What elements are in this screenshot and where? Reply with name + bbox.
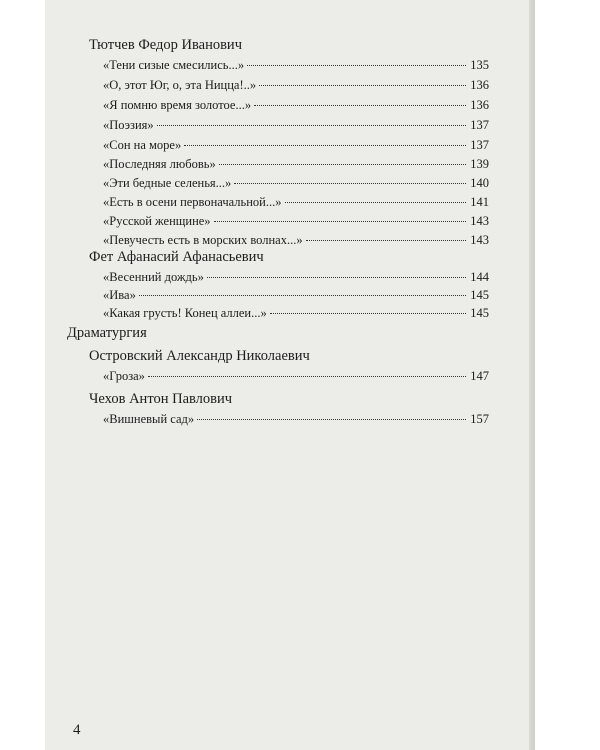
toc-entry (103, 136, 489, 154)
author-heading: Островский Александр Николаевич (89, 348, 310, 364)
dot-leader (247, 65, 466, 66)
entry-title: «Поэзия» (103, 118, 154, 132)
entry-title: «Русской женщине» (103, 214, 211, 228)
entry-title: «Вишневый сад» (103, 412, 195, 426)
author-heading: Чехов Антон Павлович (89, 391, 233, 407)
toc-entry (103, 116, 489, 134)
entry-page: 157 (470, 412, 489, 426)
toc-entry (103, 367, 489, 385)
entry-page: 136 (470, 78, 489, 92)
entry-title: «Я помню время золотое...» (103, 98, 252, 112)
dot-leader (270, 313, 466, 314)
entry-title: «Сон на море» (103, 138, 182, 152)
entry-title: «Последняя любовь» (103, 157, 216, 171)
dot-leader (207, 277, 466, 278)
dot-leader (214, 221, 466, 222)
entry-page: 140 (470, 176, 489, 190)
author-heading: Фет Афанасий Афанасьевич (89, 249, 264, 265)
toc-entry (103, 231, 489, 249)
dot-leader (285, 202, 467, 203)
entry-title: «Тени сизые смесились...» (103, 58, 245, 72)
toc-entry (103, 96, 489, 114)
entry-page: 143 (470, 233, 489, 247)
toc-entry (103, 286, 489, 304)
dot-leader (157, 125, 466, 126)
toc-entry (103, 174, 489, 192)
entry-page: 137 (470, 138, 489, 152)
dot-leader (184, 145, 466, 146)
toc-entry (103, 410, 489, 428)
entry-page: 139 (470, 157, 489, 171)
toc-entry (103, 268, 489, 286)
entry-title: «Гроза» (103, 369, 145, 383)
entry-title: «Эти бедные селенья...» (103, 176, 232, 190)
toc-entry (103, 212, 489, 230)
entry-page: 145 (470, 288, 489, 302)
entry-page: 143 (470, 214, 489, 228)
toc-entry (103, 76, 489, 94)
entry-page: 136 (470, 98, 489, 112)
entry-page: 145 (470, 306, 489, 320)
section-heading: Драматургия (67, 325, 147, 341)
author-heading: Тютчев Федор Иванович (89, 37, 242, 53)
book-page (45, 0, 535, 750)
dot-leader (219, 164, 466, 165)
dot-leader (139, 295, 466, 296)
entry-title: «Певучесть есть в морских волнах...» (103, 233, 303, 247)
page-number: 4 (73, 722, 81, 738)
dot-leader (148, 376, 466, 377)
dot-leader (234, 183, 466, 184)
toc-entry (103, 193, 489, 211)
dot-leader (259, 85, 466, 86)
dot-leader (197, 419, 466, 420)
entry-page: 144 (470, 270, 489, 284)
toc-entry (103, 56, 489, 74)
dot-leader (254, 105, 466, 106)
entry-title: «О, этот Юг, о, эта Ницца!..» (103, 78, 257, 92)
dot-leader (306, 240, 466, 241)
entry-title: «Есть в осени первоначальной...» (103, 195, 282, 209)
entry-page: 141 (470, 195, 489, 209)
toc-entry (103, 304, 489, 322)
toc-entry (103, 155, 489, 173)
entry-page: 147 (470, 369, 489, 383)
entry-title: «Ива» (103, 288, 136, 302)
page-edge-shadow (529, 0, 535, 750)
entry-title: «Весенний дождь» (103, 270, 204, 284)
entry-page: 137 (470, 118, 489, 132)
entry-title: «Какая грусть! Конец аллеи...» (103, 306, 267, 320)
entry-page: 135 (470, 58, 489, 72)
